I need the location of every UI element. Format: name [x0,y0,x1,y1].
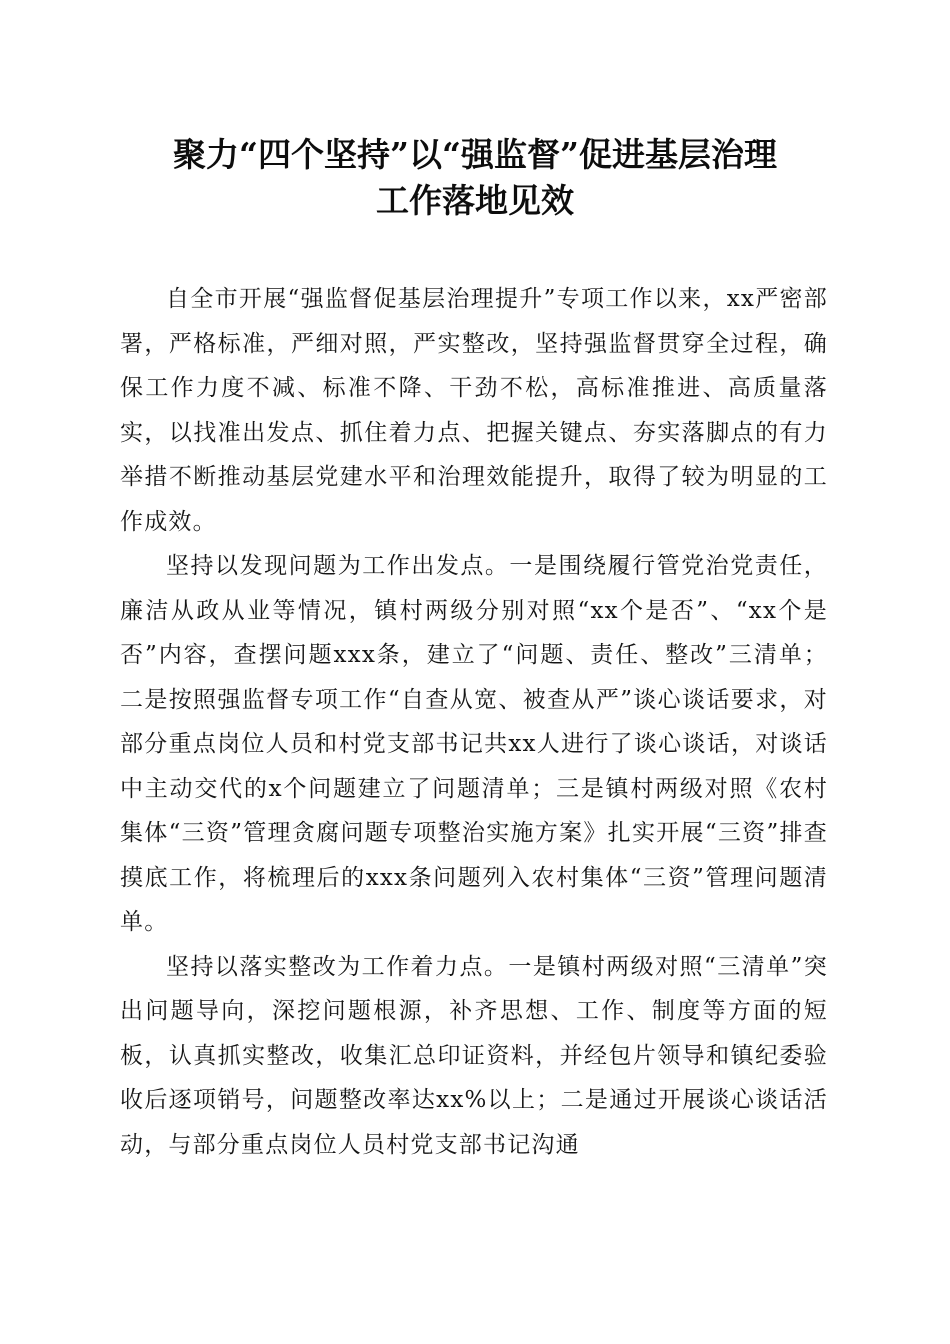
document-body [120,277,828,1167]
paragraph-finding-problems: 坚持以发现问题为工作出发点。一是围绕履行管党治党责任，廉洁从政从业等情况，镇村两级分别对照“xx个是否”、“xx个是否”内容，查摆问题xxx条，建立了“问题、责任、整改”三清单；二是按照强监督专项工作“自查从宽、被查从严”谈心谈话要求，对部分重点岗位人员和村党支部书记共xx人进行了谈心谈话，对谈话中主动交代的x个问题建立了问题清单；三是镇村两级对照《农村集体“三资”管理贪腐问题专项整治实施方案》扎实开展“三资”排查摸底工作，将梳理后的xxx条问题列入农村集体“三资”管理问题清单。 [120,553,828,935]
paragraph-intro: 自全市开展“强监督促基层治理提升”专项工作以来，xx严密部署，严格标准，严细对照，严实整改，坚持强监督贯穿全过程，确保工作力度不减、标准不降、干劲不松，高标准推进、高质量落实，以找准出发点、抓住着力点、把握关键点、夯实落脚点的有力举措不断推动基层党建水平和治理效能提升，取得了较为明显的工作成效。 [120,286,828,535]
title-line-1: 聚力“四个坚持”以“强监督”促进基层治理 [173,135,777,174]
document-title [110,132,840,224]
title-line-2: 工作落地见效 [376,181,574,220]
paragraph-rectification: 坚持以落实整改为工作着力点。一是镇村两级对照“三清单”突出问题导向，深挖问题根源，补齐思想、工作、制度等方面的短板，认真抓实整改，收集汇总印证资料，并经包片领导和镇纪委验收后逐项销号，问题整改率达xx%以上；二是通过开展谈心谈话活动，与部分重点岗位人员村党支部书记沟通 [120,953,828,1158]
